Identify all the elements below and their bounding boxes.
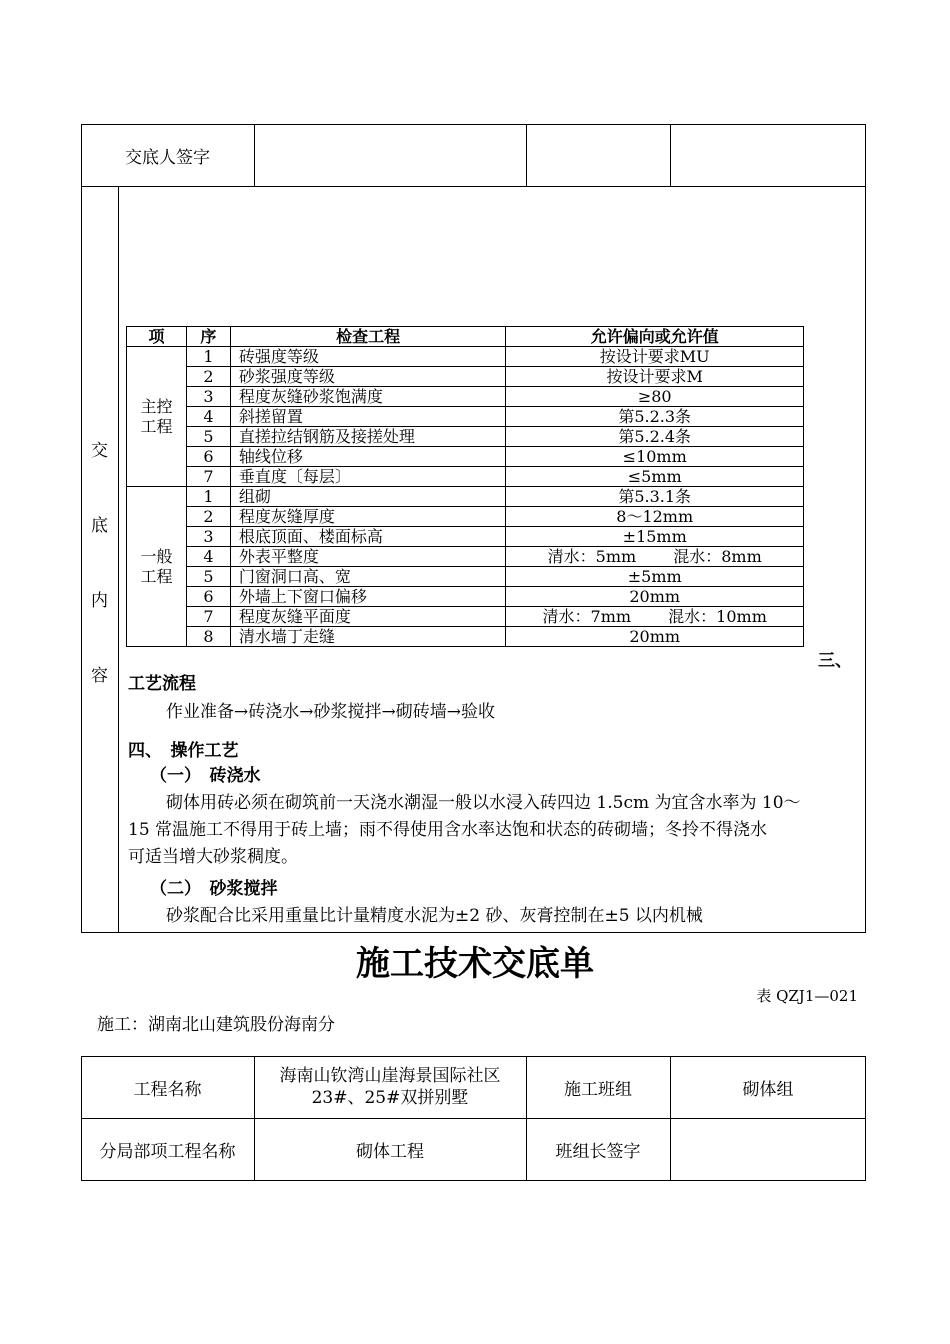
row-value: 按设计要求M [506, 367, 804, 387]
row-value: 第5.3.1条 [506, 487, 804, 507]
table-row [127, 447, 804, 467]
table-row [127, 507, 804, 527]
row-item: 砖强度等级 [230, 347, 506, 367]
side-label-char: 交 [91, 441, 108, 461]
project-name-value [254, 1056, 526, 1118]
header-number: 序 [186, 327, 230, 347]
table-row [127, 407, 804, 427]
inspection-standards-table [126, 326, 804, 647]
table-row [127, 567, 804, 587]
top-form-row-divider [81, 186, 866, 187]
subsection2-title: （二） 砂浆搅拌 [150, 879, 278, 899]
header-item: 检查工程 [230, 327, 506, 347]
row-value: 20mm [506, 627, 804, 647]
row-no: 7 [186, 607, 230, 627]
side-label-char: 容 [91, 666, 108, 686]
table-row [127, 467, 804, 487]
row-value: 清水：7mm 混水：10mm [506, 607, 804, 627]
row-item: 轴线位移 [230, 447, 506, 467]
table-row [127, 627, 804, 647]
form-number: 表 QZJ1—021 [756, 987, 858, 1005]
table-row [127, 487, 804, 507]
table-row [127, 547, 804, 567]
row-value: 清水：5mm 混水：8mm [506, 547, 804, 567]
table-row [127, 427, 804, 447]
sub-project-label: 分局部项工程名称 [99, 1142, 236, 1162]
group-name-text: 一般工程 [140, 546, 173, 586]
row-value: ≥80 [506, 387, 804, 407]
row-item: 程度灰缝平面度 [230, 607, 506, 627]
side-column-divider [118, 186, 119, 933]
table-row [127, 587, 804, 607]
row-value: ±15mm [506, 527, 804, 547]
signer-extra-field[interactable] [670, 124, 866, 186]
row-item: 程度灰缝厚度 [230, 507, 506, 527]
row-no: 1 [186, 487, 230, 507]
row-no: 2 [186, 507, 230, 527]
signer-field[interactable] [254, 124, 526, 186]
side-label-char: 底 [91, 516, 108, 536]
row-no: 3 [186, 527, 230, 547]
row-no: 5 [186, 567, 230, 587]
row-no: 3 [186, 387, 230, 407]
row-item: 组砌 [230, 487, 506, 507]
subsection1-line: 15 常温施工不得用于砖上墙；雨不得使用含水率达饱和状态的砖砌墙；冬拎不得浇水 [128, 820, 768, 840]
table-row [127, 527, 804, 547]
row-item: 斜搓留置 [230, 407, 506, 427]
construction-company: 施工：湖南北山建筑股份海南分 [97, 1015, 335, 1035]
row-value: 按设计要求MU [506, 347, 804, 367]
sub-project-value: 砌体工程 [356, 1142, 424, 1162]
row-no: 6 [186, 447, 230, 467]
row-item: 根底顶面、楼面标高 [230, 527, 506, 547]
table-row [127, 387, 804, 407]
row-no: 2 [186, 367, 230, 387]
row-no: 7 [186, 467, 230, 487]
row-item: 直搓拉结钢筋及接搓处理 [230, 427, 506, 447]
section3-title: 工艺流程 [128, 674, 196, 694]
document-title: 施工技术交底单 [356, 944, 594, 984]
leader-sign-field[interactable] [670, 1118, 866, 1181]
section3-number: 三、 [818, 651, 852, 671]
row-no: 4 [186, 547, 230, 567]
project-name-label: 工程名称 [133, 1079, 202, 1100]
row-item: 垂直度〔每层〕 [230, 467, 506, 487]
project-name-line: 海南山钦湾山崖海景国际社区 [279, 1066, 501, 1086]
signer-label: 交底人签字 [125, 147, 210, 168]
subsection1-line: 砌体用砖必须在砌筑前一天浇水潮湿一般以水浸入砖四边 1.5cm 为宜含水率为 10～ [166, 793, 801, 813]
row-value: 第5.2.4条 [506, 427, 804, 447]
signer-extra-field[interactable] [526, 124, 670, 186]
row-value: ±5mm [506, 567, 804, 587]
row-no: 5 [186, 427, 230, 447]
table-row [127, 367, 804, 387]
team-value: 砌体组 [742, 1079, 794, 1100]
team-label: 施工班组 [564, 1079, 632, 1100]
table-row [127, 347, 804, 367]
project-name-line: 23#、25#双拼别墅 [311, 1088, 469, 1108]
row-value: 8～12mm [506, 507, 804, 527]
row-value: ≤10mm [506, 447, 804, 467]
group-name-text: 主控工程 [140, 396, 173, 436]
subsection2-line: 砂浆配合比采用重量比计量精度水泥为±2 砂、灰膏控制在±5 以内机械 [166, 906, 703, 926]
row-item: 砂浆强度等级 [230, 367, 506, 387]
row-item: 程度灰缝砂浆饱满度 [230, 387, 506, 407]
group-name-main [127, 347, 187, 487]
row-no: 4 [186, 407, 230, 427]
row-item: 清水墙丁走缝 [230, 627, 506, 647]
row-value: ≤5mm [506, 467, 804, 487]
table-row [127, 607, 804, 627]
side-label-char: 内 [91, 591, 108, 611]
subsection1-title: （一） 砖浇水 [150, 766, 261, 786]
row-no: 8 [186, 627, 230, 647]
section4-title: 四、 操作工艺 [128, 741, 239, 761]
table-header-row [127, 327, 804, 347]
row-no: 6 [186, 587, 230, 607]
leader-sign-label: 班组长签字 [555, 1142, 641, 1162]
row-item: 外墙上下窗口偏移 [230, 587, 506, 607]
header-category: 项 [127, 327, 187, 347]
process-flow: 作业准备→砖浇水→砂浆搅拌→砌砖墙→验收 [166, 702, 495, 722]
subsection1-line: 可适当增大砂浆稠度。 [128, 847, 298, 867]
row-value: 第5.2.3条 [506, 407, 804, 427]
group-name-general [127, 487, 187, 647]
row-item: 外表平整度 [230, 547, 506, 567]
header-value: 允许偏向或允许值 [506, 327, 804, 347]
row-no: 1 [186, 347, 230, 367]
row-item: 门窗洞口高、宽 [230, 567, 506, 587]
row-value: 20mm [506, 587, 804, 607]
side-label [81, 186, 118, 933]
